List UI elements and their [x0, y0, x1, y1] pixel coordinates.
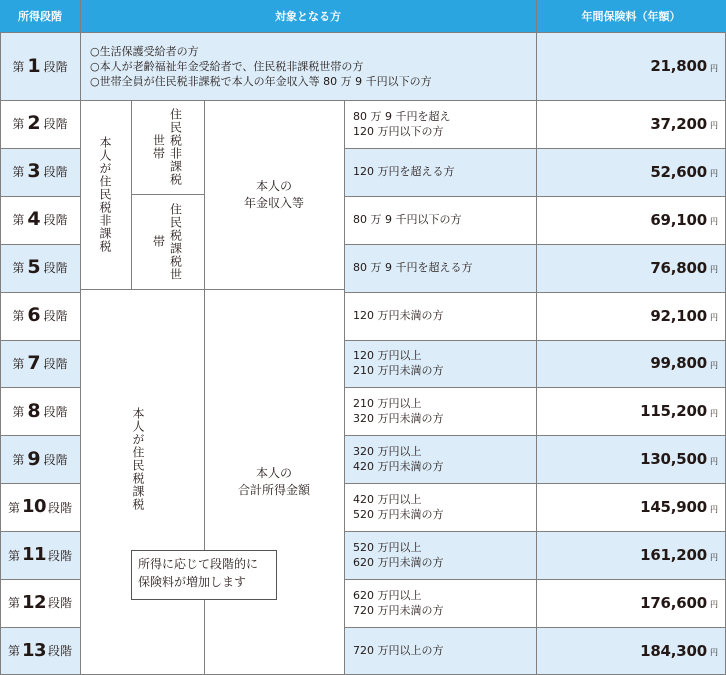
group-total-income — [204, 289, 344, 675]
stage-cell-4 — [0, 196, 80, 244]
note-line: 所得に応じて段階的に — [138, 557, 259, 571]
grid-line — [344, 100, 345, 675]
stage-cell-11 — [0, 531, 80, 579]
stage-number: 5 — [27, 256, 41, 279]
grid-line — [344, 340, 726, 341]
grid-line — [344, 148, 726, 149]
total-income-label-line: 本人の — [255, 466, 292, 480]
yen-unit: 円 — [710, 456, 718, 466]
fee-cell-12 — [536, 579, 726, 627]
grid-line — [344, 244, 726, 245]
stage-number: 7 — [27, 351, 41, 374]
fee-cell-13 — [536, 627, 726, 675]
income-range-line: 620 万円以上 — [353, 588, 422, 602]
stage-cell-8 — [0, 387, 80, 435]
fee-cell-9 — [536, 435, 726, 483]
grid-line — [344, 627, 726, 628]
grid-line — [536, 0, 537, 675]
row1-conditions — [80, 32, 536, 100]
fee-amount: 99,800 — [650, 354, 707, 373]
grid-line — [344, 531, 726, 532]
yen-unit: 円 — [710, 600, 718, 610]
stage-cell-13 — [0, 627, 80, 675]
stage-number: 8 — [27, 399, 41, 422]
stage-number: 3 — [27, 160, 41, 183]
stage-suffix: 段階 — [43, 165, 68, 180]
condition-item: ○生活保護受給者の方 — [90, 44, 199, 58]
stage-number: 2 — [27, 112, 41, 135]
stage-prefix: 第 — [12, 117, 25, 132]
pension-label-line: 年金収入等 — [243, 195, 304, 210]
income-range-cell-8 — [344, 387, 536, 435]
income-range-cell-12 — [344, 579, 536, 627]
yen-unit: 円 — [710, 63, 718, 73]
income-range-cell-10 — [344, 483, 536, 531]
fee-amount: 176,600 — [640, 593, 707, 612]
yen-unit: 円 — [710, 313, 718, 323]
stage-cell-10 — [0, 483, 80, 531]
stage-prefix: 第 — [12, 213, 25, 228]
income-range-cell-6 — [344, 292, 536, 340]
grid-line — [0, 483, 80, 484]
yen-unit: 円 — [710, 217, 718, 227]
stage-prefix: 第 — [12, 261, 25, 276]
grid-line — [0, 292, 80, 293]
grid-line — [344, 292, 726, 293]
income-range-line: 120 万円以上 — [353, 349, 422, 363]
stage-number: 10 — [21, 496, 47, 518]
yen-unit: 円 — [710, 504, 718, 514]
income-range-line: 210 万円以上 — [353, 397, 422, 411]
grid-line — [0, 340, 80, 341]
grid-line — [0, 435, 80, 436]
grid-line — [0, 148, 80, 149]
stage-cell-6 — [0, 292, 80, 340]
grid-line — [344, 196, 726, 197]
stage-suffix: 段階 — [43, 117, 68, 132]
stage-number: 4 — [27, 208, 41, 231]
grid-line — [344, 579, 726, 580]
fee-cell-4 — [536, 196, 726, 244]
grid-line — [0, 100, 726, 101]
income-range-line: 80 万 9 千円を超える方 — [353, 261, 473, 275]
income-range-line: 120 万円以下の方 — [353, 124, 444, 138]
stage-cell-2 — [0, 100, 80, 148]
stage-prefix: 第 — [12, 452, 25, 467]
income-range-line: 120 万円未満の方 — [353, 309, 444, 323]
stage-suffix: 段階 — [43, 452, 68, 467]
group-self-nontax-label: 本人が住民税非課税 — [98, 136, 112, 253]
total-income-label-line: 合計所得金額 — [237, 483, 310, 497]
grid-line — [344, 387, 726, 388]
header-target: 対象となる方 — [80, 0, 536, 32]
income-range-cell-3 — [344, 148, 536, 196]
stage-suffix: 段階 — [43, 404, 68, 419]
grid-line — [0, 244, 80, 245]
condition-item: ○本人が老齢福祉年金受給者で、住民税非課税世帯の方 — [90, 59, 364, 73]
fee-amount: 21,800 — [650, 57, 707, 75]
stage-number: 6 — [27, 304, 41, 327]
stage-prefix: 第 — [12, 309, 25, 324]
fee-cell-3 — [536, 148, 726, 196]
yen-unit: 円 — [710, 552, 718, 562]
fee-amount: 76,800 — [650, 258, 707, 277]
pension-label-line: 本人の — [255, 178, 292, 193]
increase-note — [131, 550, 277, 600]
income-range-line: 620 万円未満の方 — [353, 556, 444, 570]
grid-line — [0, 387, 80, 388]
income-range-line: 80 万 9 千円以下の方 — [353, 213, 462, 227]
fee-cell-7 — [536, 340, 726, 388]
stage-prefix: 第 — [7, 644, 20, 659]
income-range-line: 720 万円以上の方 — [353, 644, 444, 658]
grid-line — [0, 531, 80, 532]
grid-line — [131, 194, 204, 195]
stage-cell-5 — [0, 244, 80, 292]
stage-number: 11 — [21, 544, 47, 566]
fee-amount: 115,200 — [640, 402, 707, 421]
fee-cell-10 — [536, 483, 726, 531]
income-range-line: 210 万円未満の方 — [353, 364, 444, 378]
note-line: 保険料が増加します — [138, 575, 247, 589]
fee-amount: 145,900 — [640, 498, 707, 517]
grid-line — [80, 0, 81, 675]
stage-suffix: 段階 — [48, 596, 73, 611]
income-range-line: 320 万円以上 — [353, 445, 422, 459]
income-range-cell-9 — [344, 435, 536, 483]
fee-amount: 130,500 — [640, 450, 707, 469]
income-range-cell-7 — [344, 340, 536, 388]
stage-prefix: 第 — [12, 356, 25, 371]
grid-line — [0, 627, 80, 628]
yen-unit: 円 — [710, 360, 718, 370]
stage-prefix: 第 — [12, 404, 25, 419]
stage-prefix: 第 — [12, 59, 25, 74]
header-stage: 所得段階 — [0, 0, 80, 32]
group-household-tax — [131, 194, 204, 289]
fee-amount: 161,200 — [640, 546, 707, 565]
fee-amount: 52,600 — [650, 162, 707, 181]
yen-unit: 円 — [710, 648, 718, 658]
stage-suffix: 段階 — [43, 59, 68, 74]
income-range-line: 420 万円未満の方 — [353, 460, 444, 474]
stage-suffix: 段階 — [48, 548, 73, 563]
stage-number: 12 — [21, 591, 47, 613]
income-range-cell-5 — [344, 244, 536, 292]
stage-cell-9 — [0, 435, 80, 483]
stage-suffix: 段階 — [43, 213, 68, 228]
income-range-cell-2 — [344, 100, 536, 148]
fee-cell-8 — [536, 387, 726, 435]
income-range-line: 520 万円以上 — [353, 541, 422, 555]
fee-cell-6 — [536, 292, 726, 340]
group-self-nontax — [80, 100, 131, 289]
group-household-nontax-label: 住民税非課税世帯 — [151, 108, 183, 186]
fee-amount: 69,100 — [650, 210, 707, 229]
stage-cell-1 — [0, 32, 80, 100]
group-self-tax — [80, 289, 204, 675]
header-fee: 年間保険料（年額） — [536, 0, 726, 32]
group-household-tax-label: 住民税課税世帯 — [151, 202, 183, 281]
fee-cell-2 — [536, 100, 726, 148]
grid-line — [344, 435, 726, 436]
grid-line — [0, 196, 80, 197]
fee-cell-11 — [536, 531, 726, 579]
yen-unit: 円 — [710, 265, 718, 275]
grid-line — [0, 32, 726, 33]
stage-cell-7 — [0, 340, 80, 388]
stage-suffix: 段階 — [43, 356, 68, 371]
income-range-line: 720 万円未満の方 — [353, 603, 444, 617]
income-range-cell-4 — [344, 196, 536, 244]
stage-suffix: 段階 — [43, 309, 68, 324]
fee-amount: 184,300 — [640, 641, 707, 660]
stage-cell-3 — [0, 148, 80, 196]
income-range-cell-13 — [344, 627, 536, 675]
stage-number: 9 — [27, 447, 41, 470]
income-range-cell-11 — [344, 531, 536, 579]
income-range-line: 420 万円以上 — [353, 493, 422, 507]
grid-line — [344, 483, 726, 484]
yen-unit: 円 — [710, 169, 718, 179]
income-range-line: 320 万円未満の方 — [353, 412, 444, 426]
condition-item: ○世帯全員が住民税非課税で本人の年金収入等 80 万 9 千円以下の方 — [90, 74, 432, 88]
grid-line — [80, 289, 344, 290]
group-pension-income — [204, 100, 344, 289]
income-range-line: 520 万円未満の方 — [353, 508, 444, 522]
stage-suffix: 段階 — [43, 261, 68, 276]
stage-suffix: 段階 — [48, 500, 73, 515]
stage-prefix: 第 — [7, 596, 20, 611]
stage-suffix: 段階 — [48, 644, 73, 659]
fee-amount: 37,200 — [650, 114, 707, 133]
yen-unit: 円 — [710, 408, 718, 418]
fee-amount: 92,100 — [650, 306, 707, 325]
stage-prefix: 第 — [12, 165, 25, 180]
income-range-line: 80 万 9 千円を超え — [353, 109, 451, 123]
fee-cell-1 — [536, 32, 726, 100]
stage-number: 1 — [27, 54, 41, 77]
stage-prefix: 第 — [7, 500, 20, 515]
group-self-tax-label: 本人が住民税課税 — [131, 407, 145, 511]
stage-number: 13 — [21, 639, 47, 661]
group-household-nontax — [131, 100, 204, 194]
yen-unit: 円 — [710, 121, 718, 131]
stage-cell-12 — [0, 579, 80, 627]
stage-prefix: 第 — [7, 548, 20, 563]
income-range-line: 120 万円を超える方 — [353, 165, 455, 179]
grid-line — [0, 579, 80, 580]
fee-cell-5 — [536, 244, 726, 292]
